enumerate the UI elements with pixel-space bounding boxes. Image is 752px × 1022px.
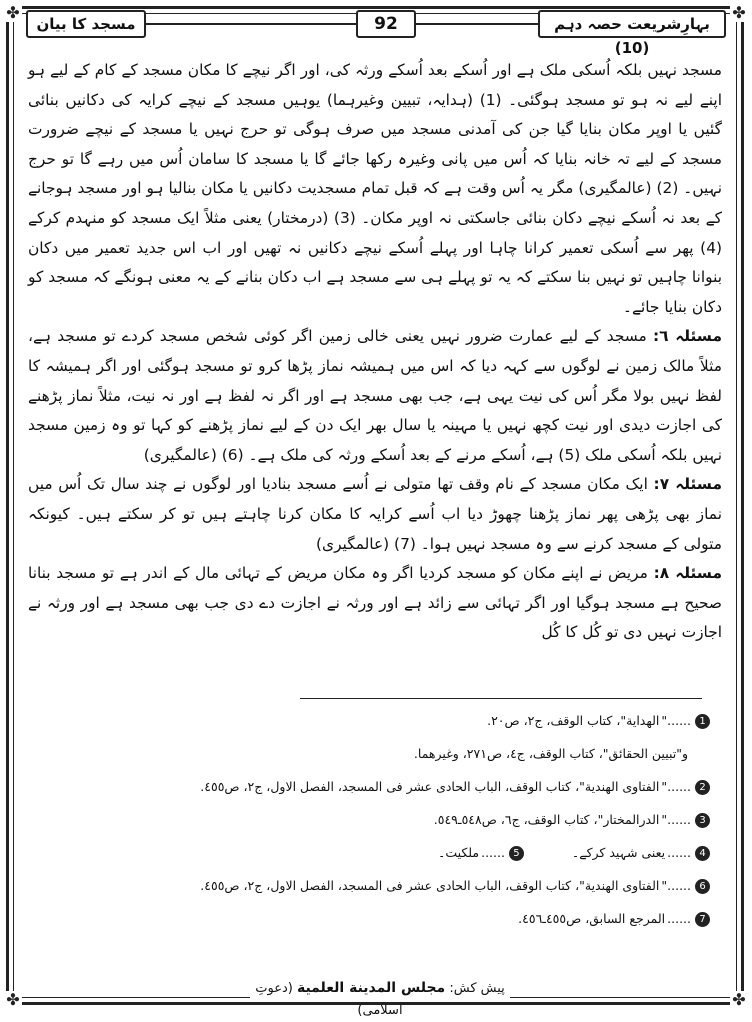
corner-ornament-icon: ✤ [730,4,748,22]
page-number: 92 [356,10,416,38]
footnote: 7......المرجع السابق، ص٤٥٥ـ٤٥٦. [40,902,710,935]
masala-text: مسجد کے لیے عمارت ضرور نہیں یعنی خالی زمین اگر کوئی شخص مسجد کردے تو مسجد ہے، مثلاً مالک زمین نے لوگوں سے کہہ دیا کہ اس میں ہمیشہ نماز پڑھا کرو تو مسجد ہوگئی اور اگر ہمیشہ کا لفظ نہیں بولا مگر اُس کی نیت یہی ہے، جب بھی مسجد ہے اور اگر نہ لفظ ہے اور نہ نیت، مثلاً نماز پڑھنے کی اجازت دیدی اور نیت کچھ نہیں یا مہینہ یا سال بھر ایک دن کے لیے نماز پڑھنے کو کہا تو وہ زمین مسجد نہیں بلکہ اُسکی ملک (5) ہے، اُسکے مرنے کے بعد اُسکے ورثہ کی ملک ہے۔ (6) (عالمگیری) [28,327,722,464]
book-part-label: بہارِشریعت حصہ دہم (10) [538,10,726,38]
paragraph-masala-7 [28,470,722,559]
footnote: 3......"الدرالمختار"، كتاب الوقف، ج٦، ص٥٤٨ـ٥٤٩. [40,803,710,836]
footnote-text: الدرالمختار"، كتاب الوقف، ج٦، ص٥٤٨ـ٥٤٩. [433,812,660,827]
footnotes [40,704,710,935]
chapter-title: مسجد کا بیان [26,10,146,38]
masala-label: مسئلہ ٦: [652,327,722,346]
footnote [40,737,710,770]
footnote-separator [300,698,702,699]
footnote-number: 5 [509,846,524,861]
footer-organization: مجلس المدينة العلمية [296,980,446,996]
page-footer [250,977,510,1018]
footnote-text: الفتاوى الهندية"، كتاب الوقف، الباب الحادى عشر فى المسجد، الفصل الاول، ج٢، ص٤٥٥. [200,878,660,893]
corner-ornament-icon: ✤ [4,991,22,1009]
footnote: 1......"الهداية"، كتاب الوقف، ج٢، ص٢٠. [40,704,710,737]
footnote-text: الهداية"، كتاب الوقف، ج٢، ص٢٠. [487,713,660,728]
corner-ornament-icon: ✤ [730,991,748,1009]
paragraph-masala-6 [28,322,722,470]
footnote: 4......یعنی شہید کرکے۔ 5......ملکیت۔ [40,836,710,869]
footnote-number: 6 [695,879,710,894]
footnote-text: ملکیت۔ [438,845,480,860]
footnote-number: 1 [695,714,710,729]
main-text [28,56,722,648]
footnote-text: و"تبيين الحقائق"، كتاب الوقف، ج٤، ص٢٧١، وغيرهما. [413,746,688,761]
footer-prefix: پیش کش: [449,981,505,996]
footnote-number: 3 [695,813,710,828]
footnote-text: المرجع السابق، ص٤٥٥ـ٤٥٦. [518,911,666,926]
masala-text: مریض نے اپنے مکان کو مسجد کردیا اگر وہ مکان مریض کے تہائی مال کے اندر ہے تو مسجد بنانا صحیح ہے مسجد ہوگیا اور اگر تہائی سے زائد ہے اور ورثہ نے اجازت دے دی جب بھی مسجد ہے اور ورثہ نے اجازت نہیں دی تو کُل کا کُل [28,564,722,642]
paragraph: مسجد نہیں بلکہ اُسکی ملک ہے اور اُسکے بعد اُسکے ورثہ کی، اور اگر نیچے کا مکان مسجد کے کام کے لیے ہو اپنے لیے نہ ہو تو مسجد ہوگئی۔ (1) (ہدایہ، تبیین وغیرہما) یوہیں مسجد کے نیچے کرایہ کی دکانیں بنائی گئیں یا اوپر مکان بنایا گیا جن کی آمدنی مسجد میں صرف ہوگی تو حرج نہیں یا مسجد کے نیچے ضرورت مسجد کے لیے تہ خانہ بنایا کہ اُس میں پانی وغیرہ رکھا جائے گا یا مسجد کا سامان اُس میں رہے گا تو حرج نہیں۔ (2) (عالمگیری) مگر یہ اُس وقت ہے کہ قبل تمام مسجدیت دکانیں یا مکان بنالیا ہو اور مسجد ہوجانے کے بعد نہ اُسکے نیچے دکان بنائی جاسکتی نہ اوپر مکان۔ (3) (درمختار) یعنی مثلاً ایک مسجد کو منہدم کرکے (4) پھر سے اُسکی تعمیر کرانا چاہا اور پہلے اُسکے نیچے دکانیں نہ تھیں اور اب اس جدید تعمیر میں دکان بنوانا چاہیں تو نہیں بنا سکتے کہ یہ تو پہلے ہی سے مسجد ہے اب دکان بنانے کے یہ معنی ہونگے کہ مسجد کو دکان بنایا جائے۔ [28,61,722,316]
header-rule [146,23,356,25]
footnote-text: الفتاوى الهندية"، كتاب الوقف، الباب الحادى عشر فى المسجد، الفصل الاول، ج٢، ص٤٥٥. [200,779,660,794]
masala-label: مسئلہ ۷: [653,475,722,494]
page-header [26,10,726,57]
masala-label: مسئلہ ۸: [653,564,722,583]
footnote-number: 7 [695,912,710,927]
footnote-number: 2 [695,780,710,795]
paragraph-masala-8 [28,559,722,648]
masala-text: ایک مکان مسجد کے نام وقف تھا متولی نے اُسے مسجد بنادیا اور لوگوں نے چند سال تک اُس میں نماز بھی پڑھی پھر نماز پڑھنا چھوڑ دیا اب اُسے کرایہ کا مکان کرنا چاہتے ہیں تو کر سکتے ہیں۔ کیونکہ متولی کے مسجد کرنے سے وہ مسجد نہیں ہوا۔ (7) (عالمگیری) [28,475,722,553]
footnote: 6......"الفتاوى الهندية"، كتاب الوقف، الباب الحادى عشر فى المسجد، الفصل الاول، ج٢، ص٤٥٥. [40,869,710,902]
footnote-text: یعنی شہید کرکے۔ [571,845,666,860]
corner-ornament-icon: ✤ [4,4,22,22]
header-rule [416,23,538,25]
footnote-number: 4 [695,846,710,861]
footnote: 2......"الفتاوى الهندية"، كتاب الوقف، الباب الحادى عشر فى المسجد، الفصل الاول، ج٢، ص٤٥٥. [40,770,710,803]
footer-suffix: (دعوتِ اسلامی) [255,981,403,1018]
